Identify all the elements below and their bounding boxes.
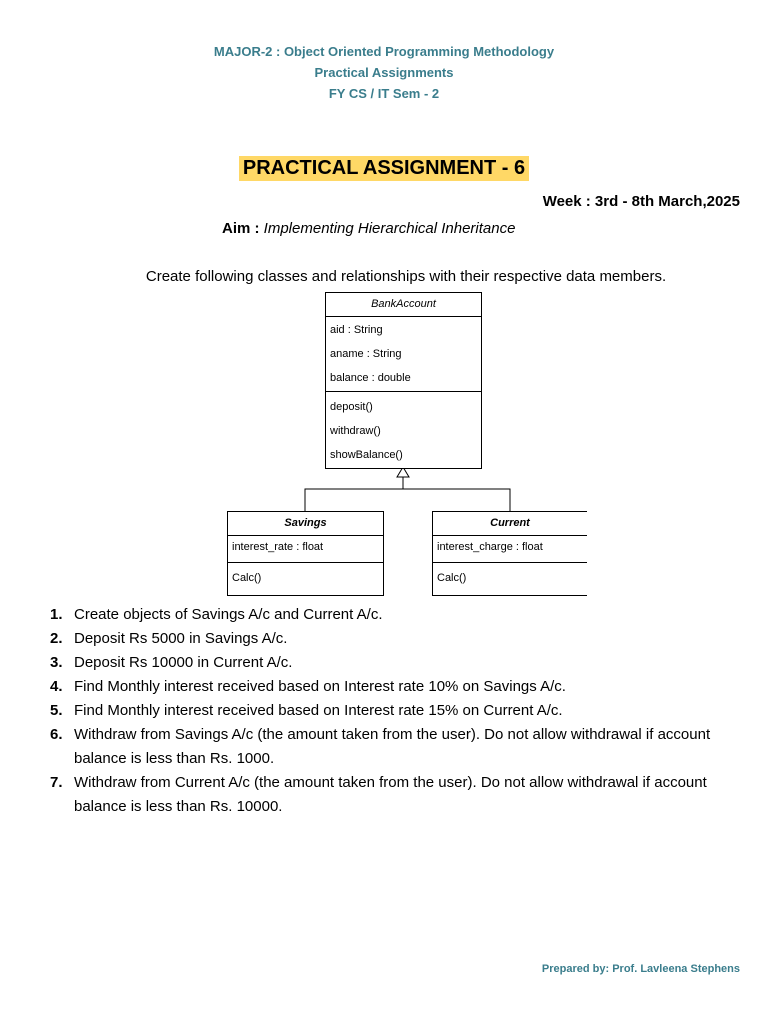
method: showBalance() xyxy=(330,449,403,461)
list-item xyxy=(40,603,740,627)
class-methods xyxy=(228,563,383,595)
aim-label: Aim : xyxy=(222,220,260,237)
item-number: 5. xyxy=(50,702,63,719)
class-name: Savings xyxy=(228,512,383,536)
class-attributes xyxy=(433,536,587,563)
item-text: Withdraw from Current A/c (the amount taken from the user). Do not allow withdrawal if account balance is less than Rs. 10000. xyxy=(74,774,707,815)
class-name: BankAccount xyxy=(326,293,481,317)
class-methods xyxy=(326,392,481,468)
task-list xyxy=(40,603,740,819)
item-text: Find Monthly interest received based on Interest rate 15% on Current A/c. xyxy=(74,702,563,719)
list-item xyxy=(40,723,740,771)
item-number: 1. xyxy=(50,606,63,623)
aim-text: Implementing Hierarchical Inheritance xyxy=(263,220,516,237)
document-type: Practical Assignments xyxy=(314,65,454,80)
item-number: 4. xyxy=(50,678,63,695)
connector-current xyxy=(403,489,510,511)
class-semester: FY CS / IT Sem - 2 xyxy=(328,86,440,101)
class-attributes xyxy=(228,536,383,563)
class-bankaccount xyxy=(325,292,482,469)
list-item xyxy=(40,675,740,699)
attribute: aname : String xyxy=(330,348,402,360)
method: Calc() xyxy=(232,572,262,584)
connector-savings xyxy=(305,489,403,511)
class-methods xyxy=(433,563,587,595)
author-credit: Prepared by: Prof. Lavleena Stephens xyxy=(541,963,740,975)
course-title: MAJOR-2 : Object Oriented Programming Methodology xyxy=(213,44,555,59)
attribute: interest_rate : float xyxy=(232,541,324,553)
item-number: 6. xyxy=(50,726,63,743)
class-savings xyxy=(227,511,384,596)
class-attributes xyxy=(326,317,481,392)
method: deposit() xyxy=(330,401,373,413)
list-item xyxy=(40,627,740,651)
class-name: Current xyxy=(433,512,587,536)
attribute: aid : String xyxy=(330,324,383,336)
method: withdraw() xyxy=(330,425,381,437)
class-current xyxy=(432,511,587,596)
item-text: Find Monthly interest received based on Interest rate 10% on Savings A/c. xyxy=(74,678,566,695)
item-number: 3. xyxy=(50,654,63,671)
item-text: Deposit Rs 5000 in Savings A/c. xyxy=(74,630,288,647)
intro-text: Create following classes and relationships with their respective data members. xyxy=(145,268,667,285)
item-text: Deposit Rs 10000 in Current A/c. xyxy=(74,654,293,671)
week-label: Week : 3rd - 8th March,2025 xyxy=(542,193,740,210)
list-item xyxy=(40,771,740,819)
item-text: Withdraw from Savings A/c (the amount taken from the user). Do not allow withdrawal if account balance is less than Rs. 1000. xyxy=(74,726,711,767)
item-number: 7. xyxy=(50,774,63,791)
list-item xyxy=(40,651,740,675)
list-item xyxy=(40,699,740,723)
item-number: 2. xyxy=(50,630,63,647)
attribute: interest_charge : float xyxy=(437,541,543,553)
method: Calc() xyxy=(437,572,467,584)
assignment-title: PRACTICAL ASSIGNMENT - 6 xyxy=(239,156,529,181)
item-text: Create objects of Savings A/c and Current A/c. xyxy=(74,606,383,623)
attribute: balance : double xyxy=(330,372,411,384)
